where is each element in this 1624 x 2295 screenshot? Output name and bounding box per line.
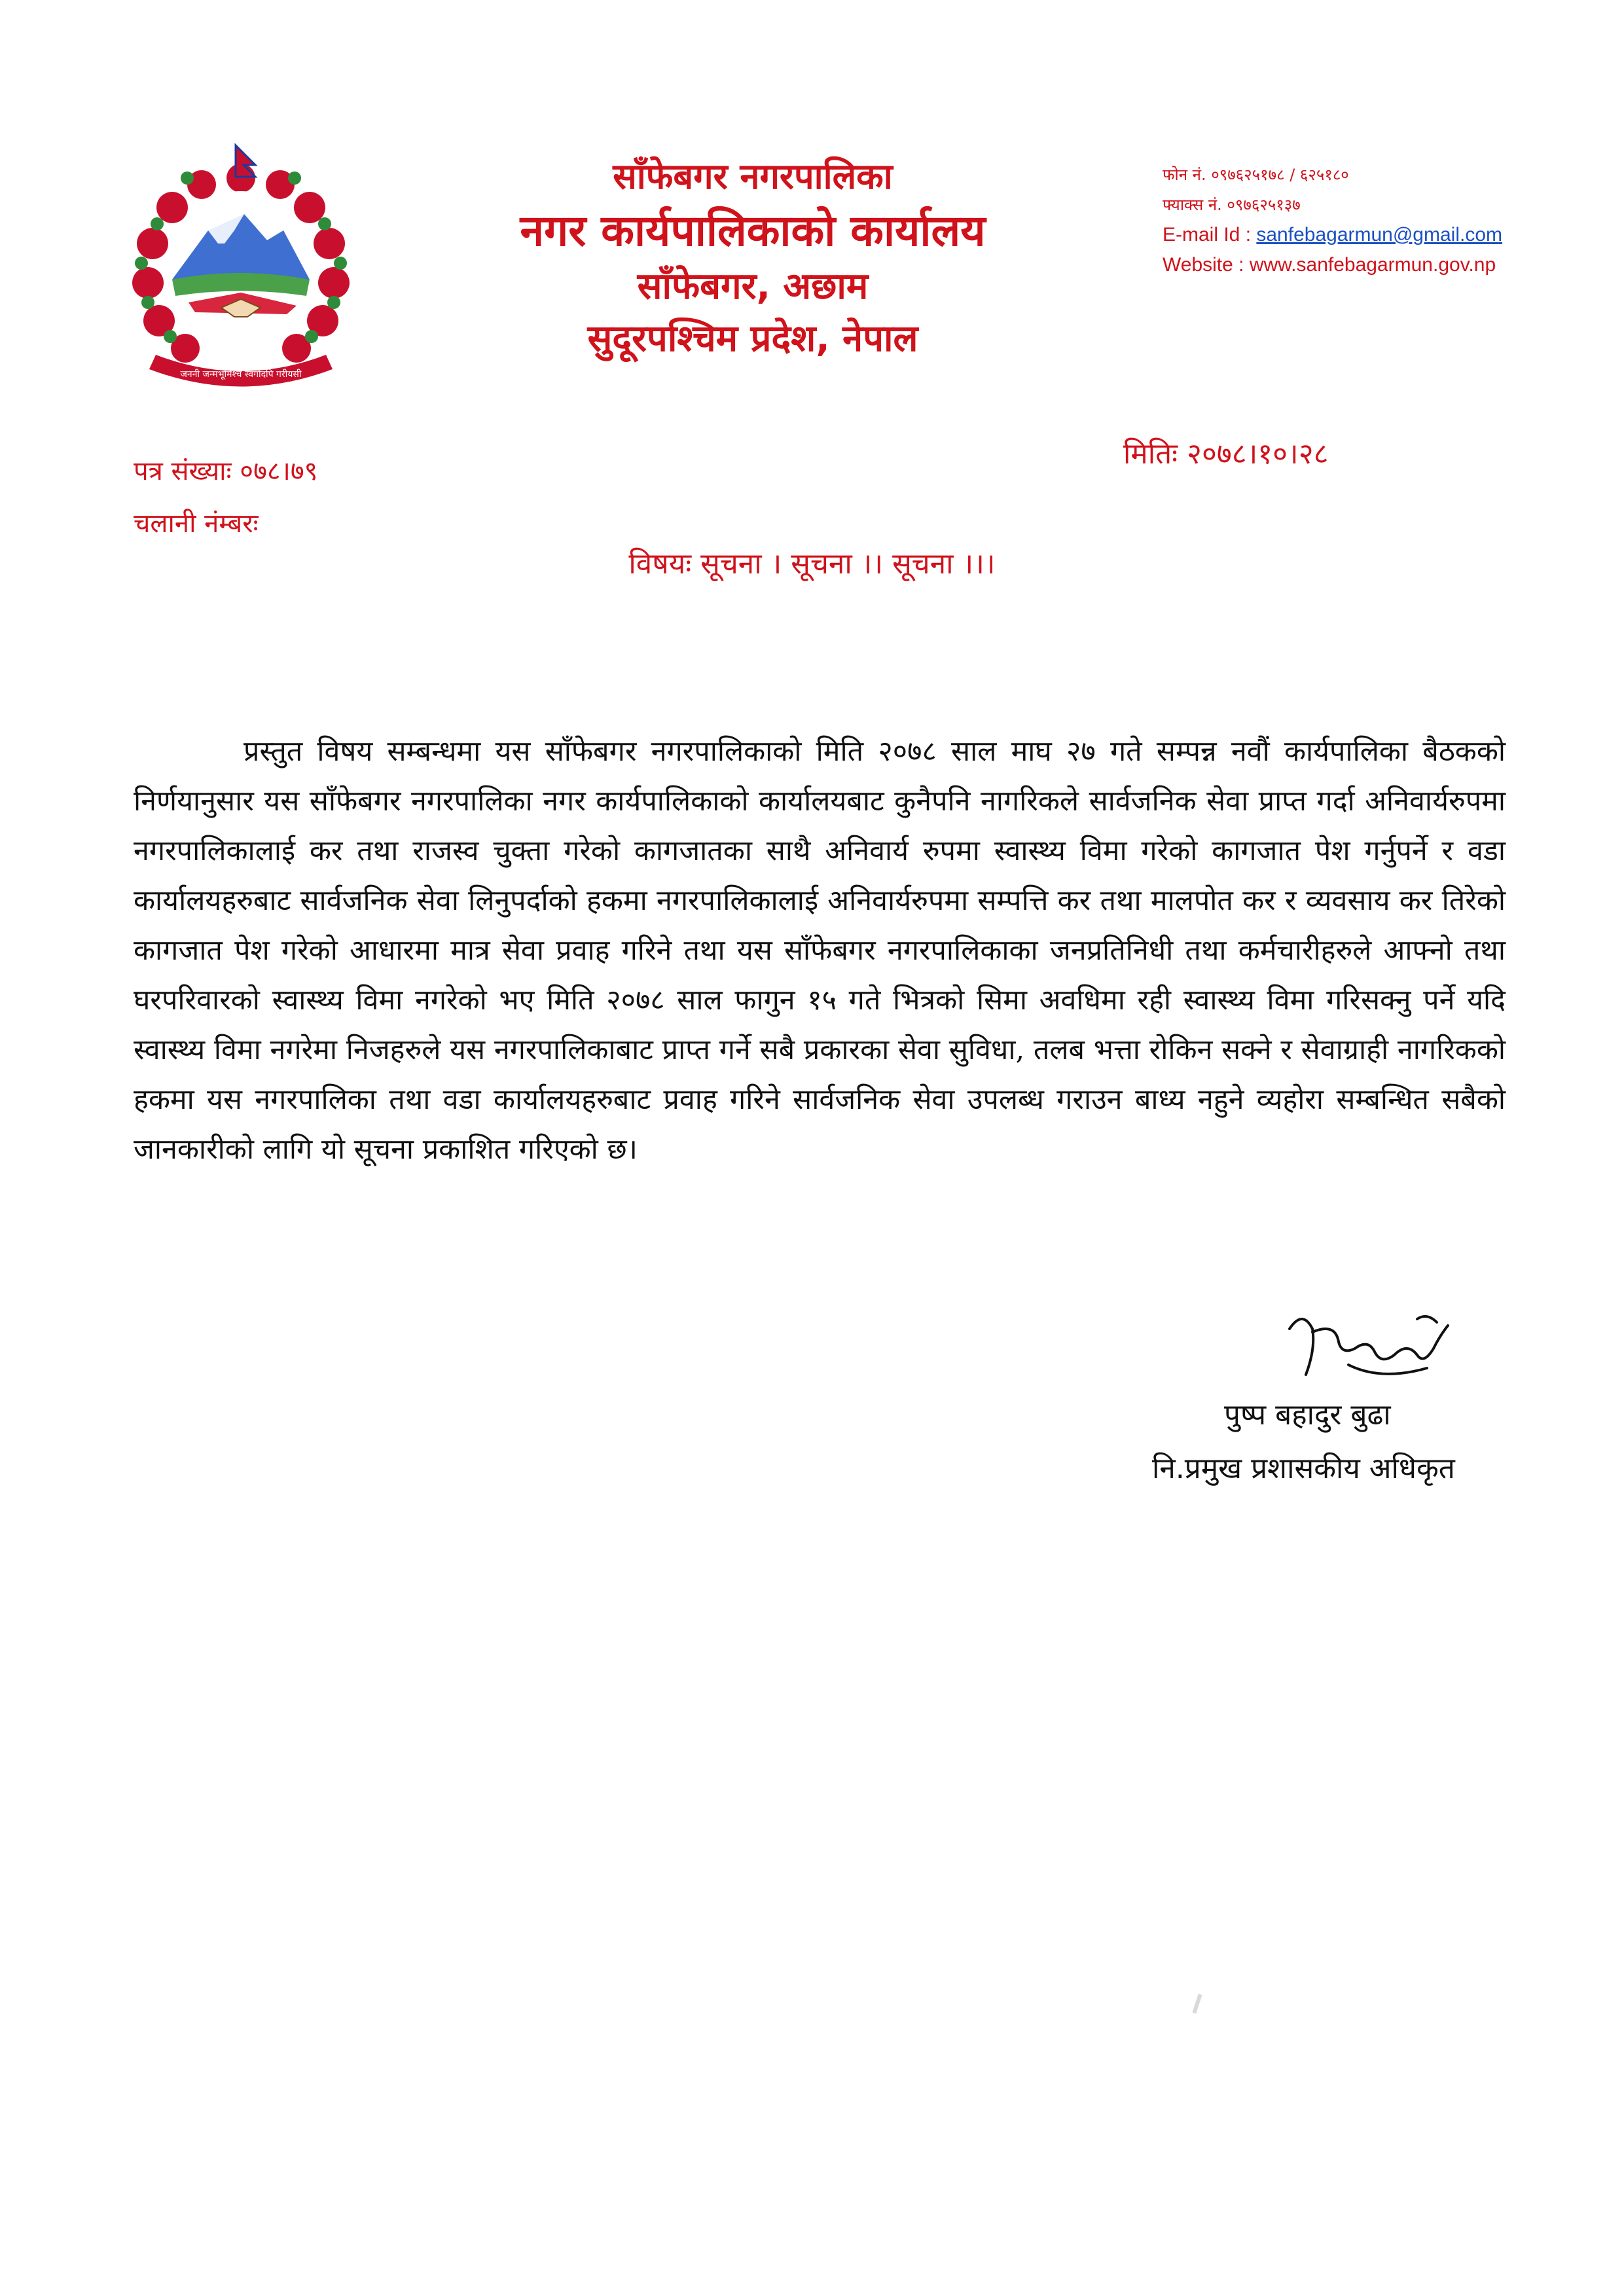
letter-date: मितिः २०७८।१०।२८ [1123, 437, 1329, 471]
municipality-name: साँफेबगर नगरपालिका [613, 156, 893, 197]
website-label: Website : [1163, 254, 1250, 276]
office-location: साँफेबगर, अछाम [637, 265, 869, 308]
letter-body: प्रस्तुत विषय सम्बन्धमा यस साँफेबगर नगरपालिकाको मिति २०७८ साल माघ २७ गते सम्पन्न नवौं कार्यपालिका बैठकको निर्णयानुसार यस साँफेबगर नगरपालिका नगर कार्यपालिकाको कार्यालयबाट कुनैपनि नागरिकले सार्वजनिक सेवा प्राप्त गर्दा अनिवार्यरुपमा नगरपालिकालाई कर तथा राजस्व चुक्ता गरेको कागजातका साथै अनिवार्य रुपमा स्वास्थ्य विमा गरेको कागजात पेश गर्नुपर्ने र वडा कार्यालयहरुबाट सार्वजनिक सेवा लिनुपर्दाको हकमा नगरपालिकालाई अनिवार्यरुपमा सम्पत्ति कर तथा मालपोत कर र व्यवसाय कर तिरेको कागजात पेश गरेको आधारमा मात्र सेवा प्रवाह गरिने तथा यस साँफेबगर नगरपालिकाका जनप्रतिनिधी तथा कर्मचारीहरुले आफ्नो तथा घरपरिवारको स्वास्थ्य विमा नगरेको भए मिति २०७८ साल फागुन १५ गते भित्रको सिमा अवधिमा रही स्वास्थ्य विमा गरिसक्नु पर्ने यदि स्वास्थ्य विमा नगरेमा निजहरुले यस नगरपालिकाबाट प्राप्त गर्ने सबै प्रकारका सेवा सुविधा, तलब भत्ता रोकिन सक्ने र सेवाग्राही नागरिकको हकमा यस नगरपालिका तथा वडा कार्यालयहरुबाट प्रवाह गरिने सार्वजनिक सेवा उपलब्ध गराउन बाध्य नहुने व्यहोरा सम्बन्धित सबैको जानकारीको लागि यो सूचना प्रकाशित गरिएको छ। [134, 735, 1506, 1166]
office-heading [419, 152, 1087, 365]
website-row [1163, 250, 1608, 280]
province-country: सुदूरपश्चिम प्रदेश, नेपाल [587, 317, 918, 360]
reference-number: पत्र संख्याः ०७८।७९ [134, 456, 318, 486]
dispatch-number: चलानी नंम्बरः [134, 509, 259, 539]
signature-icon [1276, 1303, 1473, 1394]
nepal-emblem-icon [110, 139, 372, 401]
svg-text:जननी जन्मभूमिश्च स्वर्गादपि गर: जननी जन्मभूमिश्च स्वर्गादपि गरीयसी [180, 369, 302, 380]
phone-number: फोन नं. ०९७६२५१७८ / ६२५१८० [1163, 166, 1349, 184]
website-link[interactable]: www.sanfebagarmun.gov.np [1249, 254, 1496, 276]
signatory-title: नि.प्रमुख प्रशासकीय अधिकृत [1152, 1452, 1455, 1485]
email-label: E-mail Id : [1163, 224, 1257, 245]
fax-number: फ्याक्स नं. ०९७६२५१३७ [1163, 196, 1301, 214]
email-row [1163, 220, 1608, 250]
email-link[interactable]: sanfebagarmun@gmail.com [1256, 224, 1503, 245]
office-name: नगर कार्यपालिकाको कार्यालय [520, 206, 986, 256]
letter-subject: विषयः सूचना । सूचना ।। सूचना ।।। [628, 547, 996, 581]
scan-mark [1193, 1994, 1202, 2014]
contact-block [1163, 160, 1608, 280]
signatory-name: पुष्प बहादुर बुढा [1224, 1398, 1391, 1432]
